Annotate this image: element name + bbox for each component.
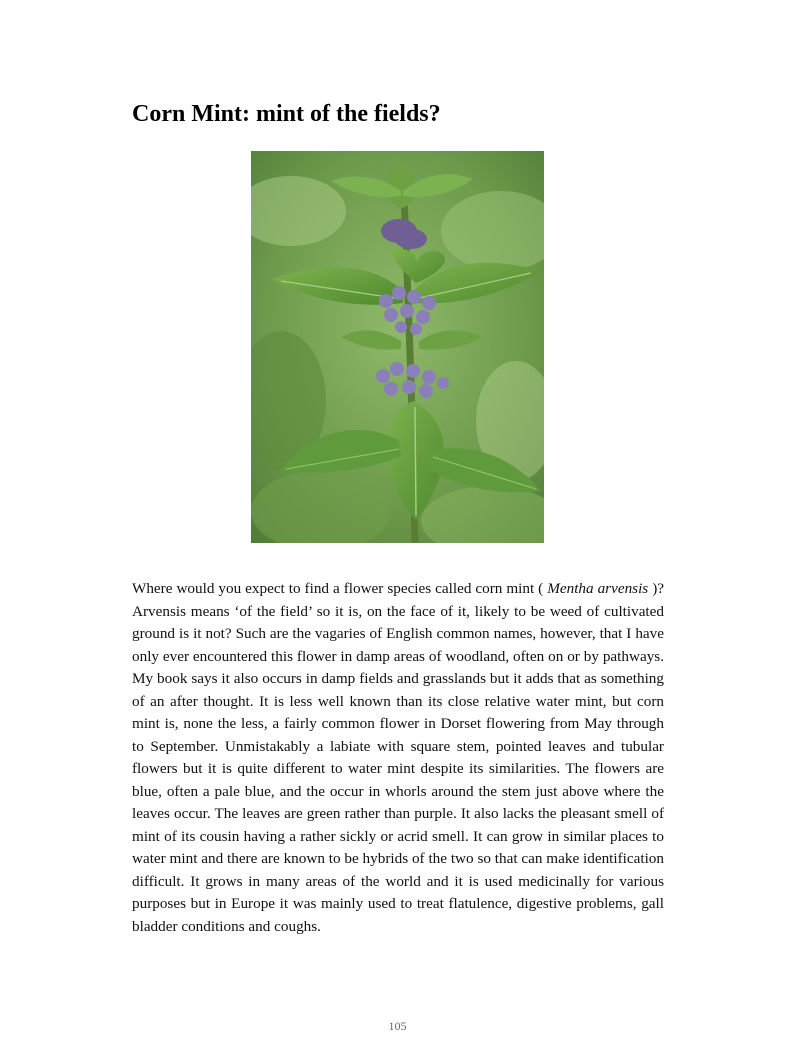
page-number: 105: [388, 1019, 407, 1033]
body-paragraph: [132, 578, 664, 938]
paragraph-rest: )? Arvensis means ‘of the field’ so it is, on the face of it, likely to be weed of cultivated ground is it not? Such are the vagaries of English common names, however, that I have only ever encountered this flower in damp areas of woodland, often on or by pathways. My book says it also occurs in damp fields and grasslands but it adds that as something of an after thought. It is less well known than its close relative water mint, but corn mint is, none the less, a fairly common flower in Dorset flowering from May through to September. Unmistakably a labiate with square stem, pointed leaves and tubular flowers but it is quite different to water mint despite its similarities. The flowers are blue, often a pale blue, and the occur in whorls around the stem just above where the leaves occur. The leaves are green rather than purple. It also lacks the pleasant smell of mint of its cousin having a rather sickly or acrid smell. It can grow in similar places to water mint and there are known to be hybrids of the two so that can make identification difficult. It grows in many areas of the world and it is used medicinally for various purposes but in Europe it was mainly used to treat flatulence, digestive problems, gall bladder conditions and coughs.: [132, 580, 664, 935]
corn-mint-photo: [251, 151, 544, 543]
corn-mint-illustration: [251, 151, 544, 543]
latin-name: Mentha arvensis: [547, 580, 649, 597]
paragraph-intro: Where would you expect to find a flower species called corn mint (: [132, 580, 548, 597]
page-title: Corn Mint: mint of the fields?: [132, 101, 441, 127]
